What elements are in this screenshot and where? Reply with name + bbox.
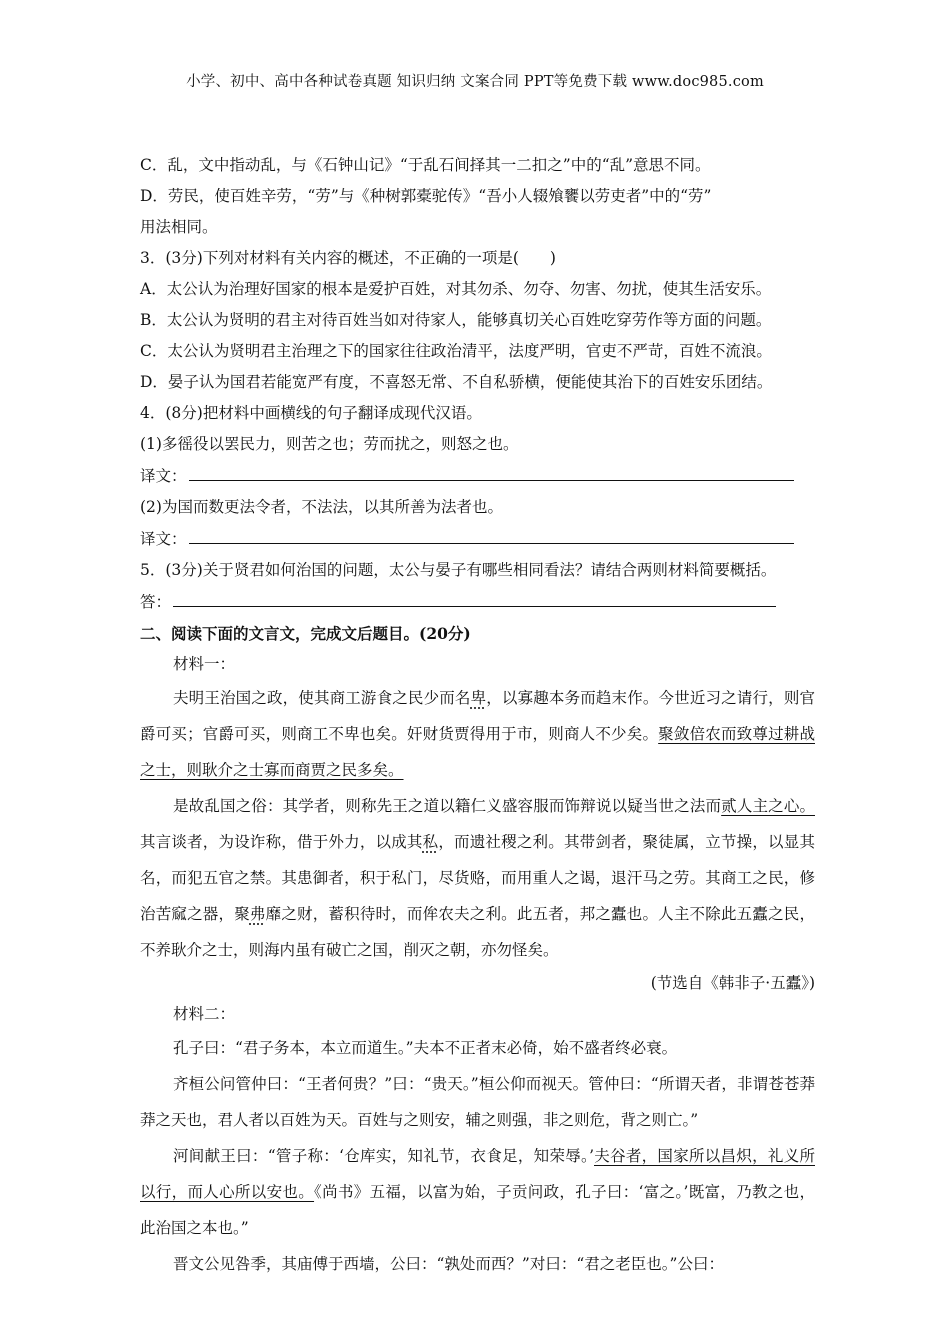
q3-option-a: A．太公认为治理好国家的根本是爱护百姓，对其勿杀、勿夺、勿害、勿扰，使其生活安乐。	[140, 280, 772, 298]
q4-answer-row-2	[140, 523, 815, 555]
underlined-sentence: 贰人主之心。	[721, 797, 815, 815]
text-span: 其言谈者，为设诈称，借于外力，以成其	[140, 833, 423, 851]
q5-stem: 5．(3分)关于贤君如何治国的问题，太公与晏子有哪些相同看法？请结合两则材料简要概括。	[140, 561, 777, 579]
q3-option-c: C．太公认为贤明君主治理之下的国家往往政治清平，法度严明，官吏不严苛，百姓不流浪。	[140, 342, 772, 360]
document-body	[140, 150, 815, 1282]
material-1-label: 材料一：	[173, 655, 236, 673]
dotted-word: 卑	[470, 689, 487, 707]
q4-sentence-2: (2)为国而数更法令者，不法法，以其所善为法者也。	[140, 498, 503, 516]
material-2-label: 材料二：	[173, 1005, 236, 1023]
q2-option-d-line1: D．劳民，使百姓辛劳，“劳”与《种树郭橐驼传》“吾小人辍飧饔以劳吏者”中的“劳”	[140, 187, 712, 205]
q2-option-d-line2: 用法相同。	[140, 218, 218, 236]
section-2-title: 二、阅读下面的文言文，完成文后题目。(20分)	[140, 624, 471, 643]
text-span: 《尚书》五福，以富为始，子贡问政，孔子曰：‘富之。’既富，乃教之也，此治国之本也。”	[140, 1183, 815, 1237]
text-span: 是故乱国之俗：其学者，则称先王之道以籍仁义盛容服而饰辩说以疑当世之法而	[173, 797, 722, 815]
page-header: 小学、初中、高中各种试卷真题 知识归纳 文案合同 PPT等免费下载 www.doc985.com	[186, 74, 764, 90]
q4-stem: 4．(8分)把材料中画横线的句子翻译成现代汉语。	[140, 404, 482, 422]
answer-blank-2[interactable]	[189, 523, 794, 544]
material-2-paragraph-2: 齐桓公问管仲曰：“王者何贵？”曰：“贵天。”桓公仰而视天。管仲曰：“所谓天者，非谓苍苍莽莽之天也，君人者以百姓为天。百姓与之则安，辅之则强，非之则危，背之则亡。”	[140, 1075, 815, 1129]
q3-option-d: D．晏子认为国君若能宽严有度，不喜怒无常、不自私骄横，便能使其治下的百姓安乐团结。	[140, 373, 773, 391]
material-1-paragraph-1	[140, 680, 815, 788]
answer-blank-3[interactable]	[173, 586, 776, 607]
material-1-source: (节选自《韩非子·五蠹》)	[650, 974, 815, 992]
q2-option-c: C．乱，文中指动乱，与《石钟山记》“于乱石间择其一二扣之”中的“乱”意思不同。	[140, 156, 711, 174]
material-1-paragraph-2	[140, 788, 815, 968]
q3-stem: 3．(3分)下列对材料有关内容的概述，不正确的一项是( )	[140, 249, 556, 267]
text-span: ，而遗社稷之利。其带剑者，聚徒属，立节操，以显其名，而犯五官之禁。其患御者，积于私门，尽货赂，而用重人之谒，退汗马之劳。其商工之民，修治苦窳之器，聚	[140, 833, 815, 923]
text-span: ，以寡趣本务而趋末作。今世近习之请行，则官爵可买；官爵可买，则商工不卑也矣。奸财货贾得用于市，则商人不少矣。	[140, 689, 815, 743]
q4-answer-row-1	[140, 460, 815, 492]
q5-answer-row	[140, 586, 815, 618]
text-span: 河间献王曰：“管子称：‘仓库实，知礼节，衣食足，知荣辱。’	[173, 1147, 594, 1165]
answer-blank-1[interactable]	[189, 460, 794, 481]
dotted-word: 私	[422, 833, 439, 851]
translation-label: 译文：	[140, 530, 187, 548]
dotted-word: 弗	[249, 905, 266, 923]
q4-sentence-1: (1)多徭役以罢民力，则苦之也；劳而扰之，则怒之也。	[140, 435, 519, 453]
q3-option-b: B．太公认为贤明的君主对待百姓当如对待家人，能够真切关心百姓吃穿劳作等方面的问题。	[140, 311, 772, 329]
material-2-paragraph-1: 孔子曰：“君子务本，本立而道生。”夫本不正者末必倚，始不盛者终必衰。	[173, 1039, 678, 1057]
underlined-sentence: 夫谷者，国家所以昌炽，礼义所以行，而人心所以安也。	[140, 1147, 815, 1201]
text-span: 靡之财，蓄积待时，而侔农夫之利。此五者，邦之蠹也。人主不除此五蠹之民，不养耿介之士，则海内虽有破亡之国，削灭之朝，亦勿怪矣。	[140, 905, 815, 959]
material-2-paragraph-4: 晋文公见咎季，其庙傅于西墙，公曰：“孰处而西？”对曰：“君之老臣也。”公曰：	[173, 1255, 724, 1273]
text-span: 夫明王治国之政，使其商工游食之民少而名	[173, 689, 471, 707]
material-2-paragraph-3	[140, 1138, 815, 1246]
underlined-sentence: 聚敛倍农而致尊过耕战之士，则耿介之士寡而商贾之民多矣。	[140, 725, 815, 779]
translation-label: 译文：	[140, 467, 187, 485]
answer-label: 答：	[140, 593, 172, 611]
